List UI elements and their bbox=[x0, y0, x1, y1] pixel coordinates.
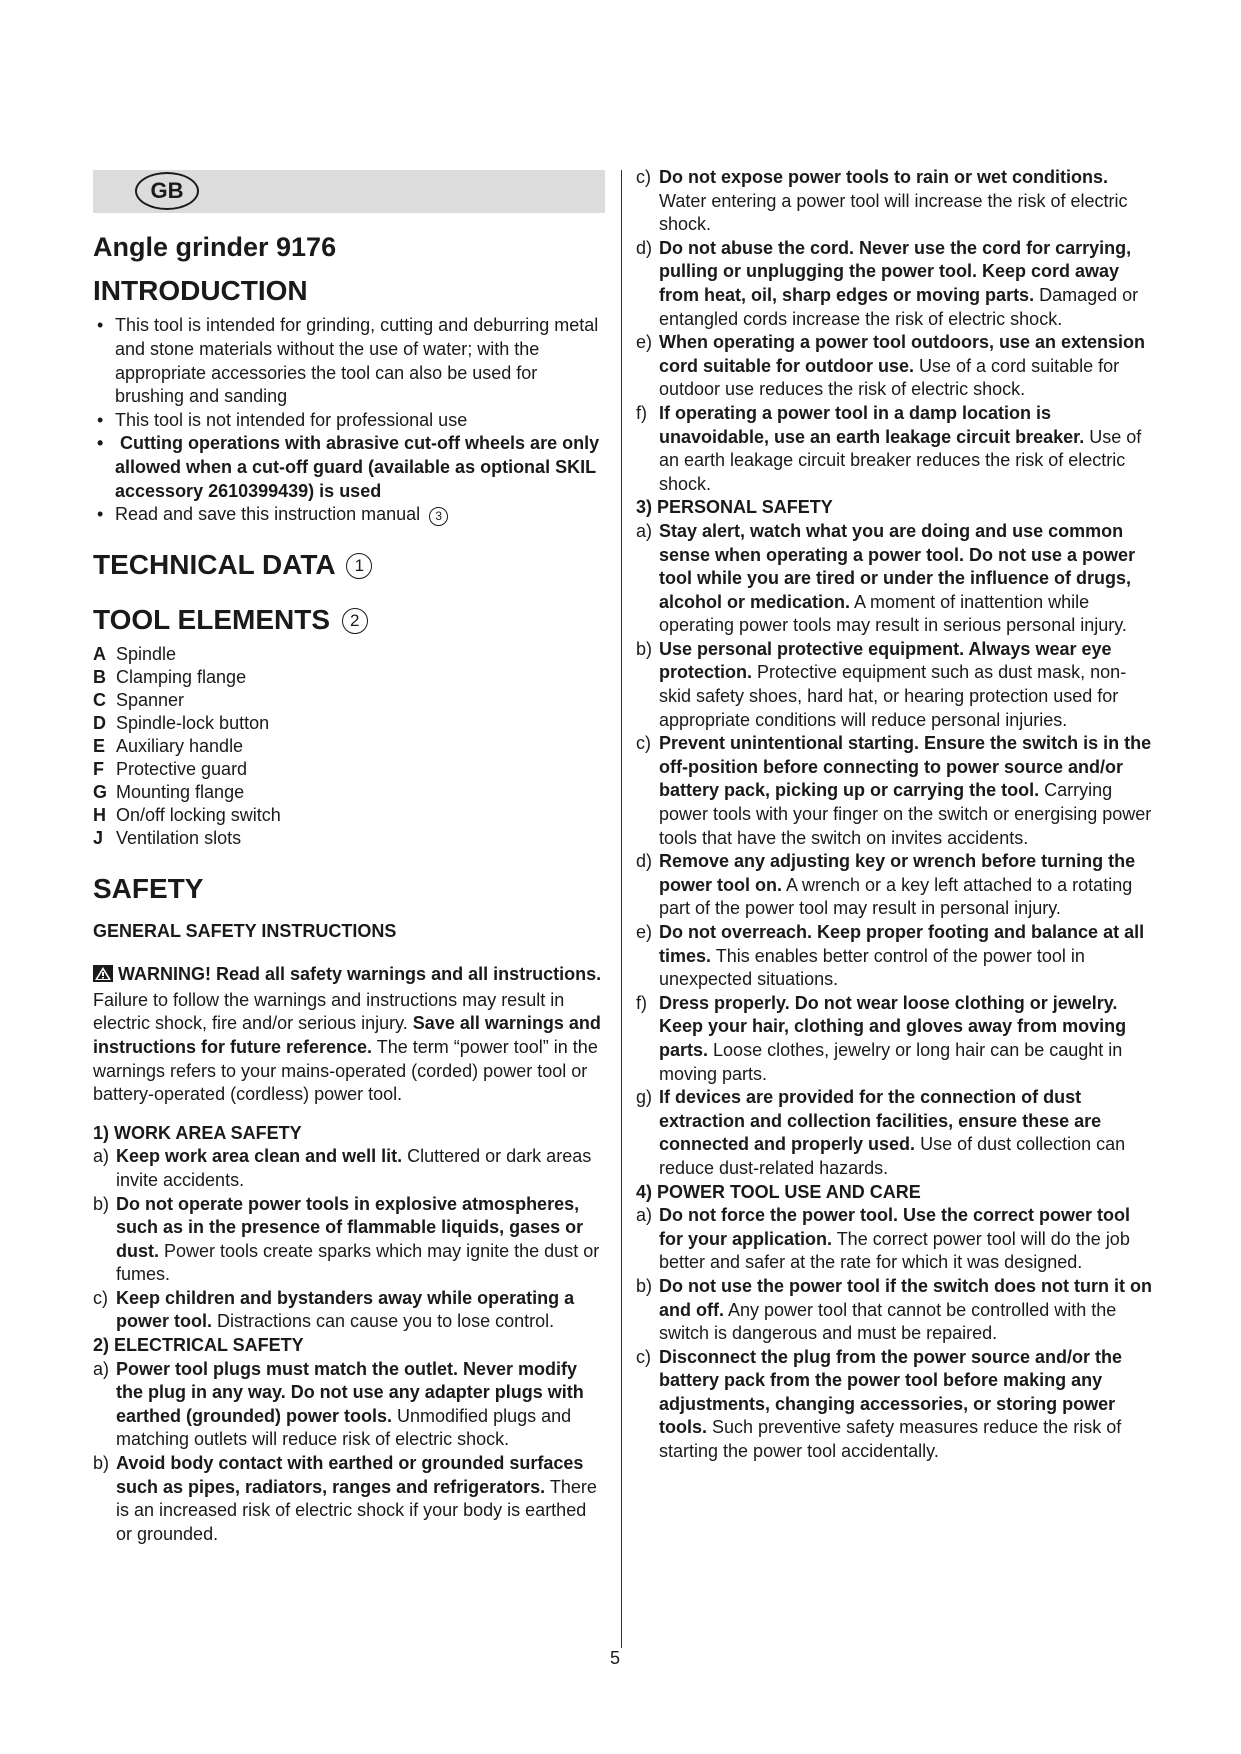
item-bold: Keep work area clean and well lit. bbox=[116, 1146, 403, 1167]
item-text: Distractions can cause you to lose control. bbox=[212, 1311, 555, 1332]
element-label: Ventilation slots bbox=[116, 828, 242, 849]
section-heading-personal: 3) PERSONAL SAFETY bbox=[636, 497, 833, 518]
item-letter: a) bbox=[636, 1205, 653, 1226]
list-item bbox=[93, 643, 605, 666]
item-bold: Disconnect the plug from the power source and/or the battery pack from the power tool before making any adjustments, changing accessories, or storing power tools. bbox=[659, 1346, 1123, 1438]
list-item bbox=[93, 666, 605, 689]
language-header-band bbox=[93, 170, 605, 213]
item-letter: a) bbox=[636, 520, 653, 541]
list-item bbox=[636, 237, 1156, 331]
item-letter: e) bbox=[636, 922, 653, 942]
item-letter: b) bbox=[93, 1193, 110, 1214]
warning-paragraph bbox=[93, 963, 605, 1107]
list-item bbox=[93, 314, 605, 408]
introduction-list bbox=[93, 314, 605, 526]
product-title: Angle grinder 9176 bbox=[93, 232, 337, 262]
safety-heading: SAFETY bbox=[93, 872, 204, 904]
bullet-text: Read and save this instruction manual bbox=[115, 504, 421, 525]
section-heading-tool-use: 4) POWER TOOL USE AND CARE bbox=[636, 1181, 921, 1202]
list-item bbox=[636, 638, 1156, 732]
list-item bbox=[93, 1358, 605, 1452]
list-item bbox=[93, 432, 605, 503]
item-bold: Prevent unintentional starting. Ensure the switch is in the off-position before connecting to power source and/or battery pack, picking up or carrying the tool. bbox=[659, 733, 1152, 801]
list-item bbox=[93, 689, 605, 712]
section-heading-work-area: 1) WORK AREA SAFETY bbox=[93, 1122, 302, 1143]
list-item bbox=[636, 732, 1156, 850]
figure-ref-badge: 1 bbox=[346, 553, 372, 579]
list-item bbox=[93, 758, 605, 781]
item-letter: a) bbox=[93, 1358, 110, 1379]
warning-triangle-icon bbox=[93, 965, 113, 989]
introduction-heading: INTRODUCTION bbox=[93, 275, 308, 307]
element-label: Auxiliary handle bbox=[116, 736, 244, 757]
item-bold: Do not overreach. Keep proper footing and balance at all times. bbox=[659, 922, 1145, 966]
item-letter: c) bbox=[93, 1287, 108, 1308]
item-bold: Keep children and bystanders away while operating a power tool. bbox=[116, 1287, 575, 1332]
page-number: 5 bbox=[610, 1648, 621, 1668]
item-bold: Power tool plugs must match the outlet. Never modify the plug in any way. Do not use any adapter plugs with earthed (grounded) power tools. bbox=[116, 1358, 584, 1426]
item-bold: If operating a power tool in a damp location is unavoidable, use an earth leakage circuit breaker. bbox=[659, 402, 1085, 447]
warning-text-1: Failure to follow the warnings and instructions may result in electric shock, fire and/or serious injury. bbox=[93, 989, 565, 1034]
element-label: Mounting flange bbox=[116, 782, 245, 803]
item-text: Power tools create sparks which may ignite the dust or fumes. bbox=[116, 1240, 600, 1285]
item-letter: d) bbox=[636, 237, 653, 258]
item-text: Such preventive safety measures reduce the risk of starting the power tool accidentally. bbox=[659, 1417, 1122, 1462]
list-item bbox=[636, 921, 1156, 992]
item-text: This enables better control of the power tool in unexpected situations. bbox=[659, 945, 1085, 990]
list-item bbox=[93, 409, 605, 433]
item-bold: Remove any adjusting key or wrench before turning the power tool on. bbox=[659, 851, 1136, 895]
list-item bbox=[636, 992, 1156, 1086]
element-label: On/off locking switch bbox=[116, 805, 281, 826]
element-key: E bbox=[93, 736, 106, 757]
list-item bbox=[93, 1193, 605, 1287]
element-label: Clamping flange bbox=[116, 666, 247, 687]
element-key: B bbox=[93, 666, 106, 687]
item-letter: f) bbox=[636, 992, 647, 1013]
item-text: Use of an earth leakage circuit breaker reduces the risk of electric shock. bbox=[659, 426, 1142, 494]
item-text: Cluttered or dark areas invite accidents. bbox=[116, 1146, 592, 1190]
tool-elements-list bbox=[93, 643, 605, 851]
list-item bbox=[636, 166, 1156, 237]
element-key: J bbox=[93, 828, 104, 849]
item-bold: Do not expose power tools to rain or wet conditions. bbox=[659, 167, 1109, 187]
item-bold: Do not abuse the cord. Never use the cord for carrying, pulling or unplugging the power tool. Keep cord away from heat, oil, sharp edges or moving parts. bbox=[659, 237, 1132, 305]
item-letter: f) bbox=[636, 402, 647, 423]
right-column bbox=[636, 166, 1156, 1464]
item-letter: b) bbox=[93, 1453, 110, 1474]
list-item bbox=[93, 503, 605, 527]
item-letter: c) bbox=[636, 167, 651, 187]
element-key: C bbox=[93, 689, 106, 710]
item-bold: Use personal protective equipment. Always wear eye protection. bbox=[659, 638, 1112, 683]
item-letter: g) bbox=[636, 1087, 653, 1108]
item-bold: Dress properly. Do not wear loose clothing or jewelry. Keep your hair, clothing and gloves away from moving parts. bbox=[659, 992, 1127, 1060]
list-item bbox=[93, 712, 605, 735]
item-letter: c) bbox=[636, 1346, 651, 1367]
warning-text-2: The term “power tool” in the warnings refers to your mains-operated (corded) power tool or battery-operated (cordless) power tool. bbox=[93, 1036, 598, 1105]
list-item bbox=[636, 402, 1156, 496]
general-safety-heading: GENERAL SAFETY INSTRUCTIONS bbox=[93, 920, 397, 941]
item-bold: Stay alert, watch what you are doing and use common sense when operating a power tool. Do not use a power tool while you are tired or under the influence of drugs, alcohol or medication. bbox=[659, 520, 1136, 612]
item-bold: When operating a power tool outdoors, use an extension cord suitable for outdoor use. bbox=[659, 332, 1146, 376]
technical-data-heading bbox=[93, 547, 605, 582]
figure-ref-badge: 3 bbox=[429, 507, 448, 526]
item-letter: b) bbox=[636, 638, 653, 659]
warning-bold-2: Save all warnings and instructions for future reference. bbox=[93, 1013, 601, 1057]
item-text: Loose clothes, jewelry or long hair can be caught in moving parts. bbox=[659, 1039, 1123, 1084]
list-item bbox=[636, 520, 1156, 638]
element-label: Spindle bbox=[116, 643, 177, 664]
language-badge: GB bbox=[135, 172, 199, 210]
element-label: Spindle-lock button bbox=[116, 713, 270, 734]
list-item bbox=[636, 1346, 1156, 1464]
item-text: Water entering a power tool will increase the risk of electric shock. bbox=[659, 190, 1128, 235]
bullet-text-bold: Cutting operations with abrasive cut-off wheels are only allowed when a cut-off guard (available as optional SKIL accessory 2610399439) is used bbox=[115, 433, 605, 501]
list-item bbox=[93, 1452, 605, 1546]
item-bold: Avoid body contact with earthed or grounded surfaces such as pipes, radiators, ranges and refrigerators. bbox=[116, 1453, 584, 1497]
section-heading-electrical: 2) ELECTRICAL SAFETY bbox=[93, 1335, 304, 1356]
item-text: Carrying power tools with your finger on the switch or energising power tools that have the switch on invites accidents. bbox=[659, 780, 1152, 848]
bullet-text: This tool is intended for grinding, cutting and deburring metal and stone materials without the use of water; with the appropriate accessories the tool can also be used for brushing and sanding bbox=[115, 315, 599, 407]
list-item bbox=[636, 1275, 1156, 1346]
item-bold: Do not operate power tools in explosive atmospheres, such as in the presence of flammable liquids, gases or dust. bbox=[116, 1193, 584, 1261]
list-item bbox=[93, 781, 605, 804]
list-item bbox=[93, 827, 605, 850]
item-text: Any power tool that cannot be controlled with the switch is dangerous and must be repaired. bbox=[659, 1299, 1117, 1344]
item-letter: e) bbox=[636, 332, 653, 353]
element-key: G bbox=[93, 782, 108, 803]
item-letter: c) bbox=[636, 733, 651, 754]
tool-elements-heading bbox=[93, 602, 605, 637]
element-key: D bbox=[93, 713, 106, 734]
element-label: Spanner bbox=[116, 689, 185, 710]
item-bold: If devices are provided for the connection of dust extraction and collection facilities, ensure these are connected and properly used. bbox=[659, 1087, 1102, 1155]
item-text: Protective equipment such as dust mask, non-skid safety shoes, hard hat, or hearing protection used for appropriate conditions will reduce personal injuries. bbox=[659, 662, 1127, 730]
list-item bbox=[636, 850, 1156, 921]
item-text: The correct power tool will do the job better and safer at the rate for which it was designed. bbox=[659, 1228, 1130, 1273]
item-bold: Do not use the power tool if the switch does not turn it on and off. bbox=[659, 1275, 1152, 1320]
item-text: There is an increased risk of electric shock if your body is earthed or grounded. bbox=[116, 1476, 597, 1544]
list-item bbox=[93, 735, 605, 758]
figure-ref-badge: 2 bbox=[342, 608, 368, 634]
list-item bbox=[93, 1145, 605, 1192]
item-letter: b) bbox=[636, 1275, 653, 1296]
element-key: H bbox=[93, 805, 106, 826]
list-item bbox=[93, 1287, 605, 1334]
warning-bold-1: WARNING! Read all safety warnings and all instructions. bbox=[118, 964, 602, 985]
item-text: A wrench or a key left attached to a rotating part of the power tool may result in personal injury. bbox=[659, 874, 1133, 919]
item-text: Unmodified plugs and matching outlets will reduce risk of electric shock. bbox=[116, 1405, 572, 1450]
left-column bbox=[93, 170, 605, 1546]
element-key: F bbox=[93, 759, 104, 780]
element-label: Protective guard bbox=[116, 759, 248, 780]
list-item bbox=[93, 804, 605, 827]
item-text: Damaged or entangled cords increase the risk of electric shock. bbox=[659, 284, 1139, 329]
list-item bbox=[636, 331, 1156, 402]
tool-elements-label: TOOL ELEMENTS bbox=[93, 603, 330, 635]
item-bold: Do not force the power tool. Use the correct power tool for your application. bbox=[659, 1205, 1131, 1249]
list-item bbox=[636, 1086, 1156, 1180]
item-letter: d) bbox=[636, 851, 653, 872]
item-text: Use of dust collection can reduce dust-related hazards. bbox=[659, 1134, 1126, 1178]
item-text: A moment of inattention while operating power tools may result in serious personal injury. bbox=[659, 591, 1127, 636]
item-letter: a) bbox=[93, 1146, 110, 1167]
item-text: Use of a cord suitable for outdoor use reduces the risk of electric shock. bbox=[659, 355, 1120, 400]
technical-data-label: TECHNICAL DATA bbox=[93, 548, 335, 580]
bullet-text: This tool is not intended for professional use bbox=[115, 409, 468, 430]
column-divider bbox=[621, 170, 622, 1648]
list-item bbox=[636, 1204, 1156, 1275]
element-key: A bbox=[93, 643, 106, 664]
